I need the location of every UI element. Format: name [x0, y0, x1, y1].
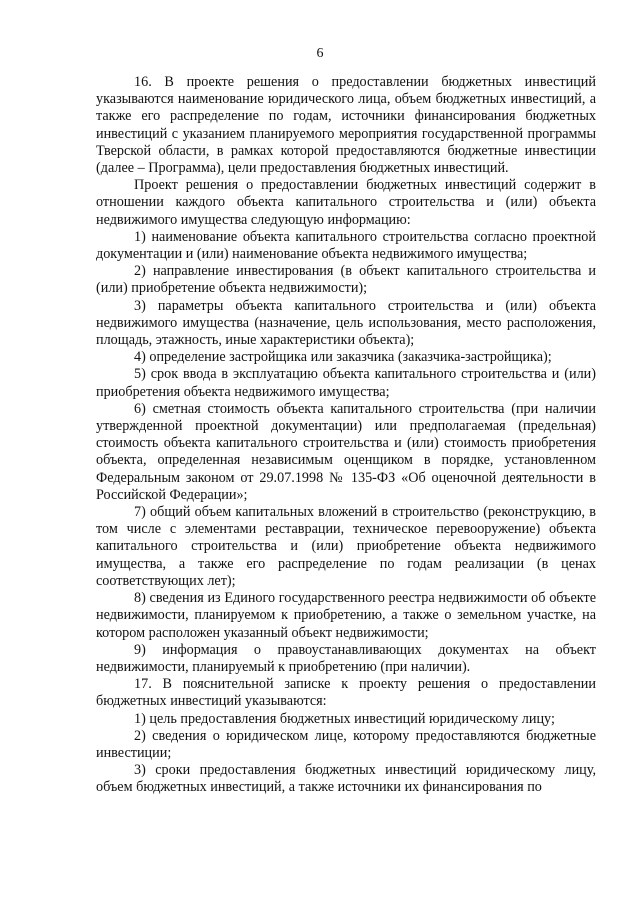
list-item-9: 9) информация о правоустанавливающих документах на объект недвижимости, планируемый к приобретению (при наличии). — [96, 641, 596, 675]
list-item-8: 8) сведения из Единого государственного реестра недвижимости об объекте недвижимости, планируемом к приобретению, а также о земельном участке, на котором расположен указанный объект недвижимости; — [96, 590, 596, 641]
list-item-4: 4) определение застройщика или заказчика (заказчика-застройщика); — [134, 349, 552, 366]
document-body — [96, 74, 596, 797]
list-item-5: 5) срок ввода в эксплуатацию объекта капитального строительства и (или) приобретения объекта недвижимого имущества; — [96, 366, 596, 400]
paragraph-item-16: 16. В проекте решения о предоставлении бюджетных инвестиций указываются наименование юридического лица, объем бюджетных инвестиций, а также его распределение по годам, источники финансирования бюджетных инвестиций с указанием планируемого мероприятия государственной программы Тверской области, в рамках которой предоставляются бюджетные инвестиции (далее – Программа), цели предоставления бюджетных инвестиций. — [96, 74, 596, 177]
list-item-7: 7) общий объем капитальных вложений в строительство (реконструкцию, в том числе с элементами реставрации, техническое перевооружение) объекта капитального строительства и (или) приобретение объекта недвижимого имущества, а также его распределение по годам реализации (в ценах соответствующих лет); — [96, 504, 596, 589]
page-number: 6 — [316, 46, 324, 61]
paragraph-item-17: 17. В пояснительной записке к проекту решения о предоставлении бюджетных инвестиций указываются: — [96, 676, 596, 710]
note-list-item-2: 2) сведения о юридическом лице, которому предоставляются бюджетные инвестиции; — [96, 727, 596, 761]
list-item-6: 6) сметная стоимость объекта капитального строительства (при наличии утвержденной проектной документации) или предполагаемая (предельная) стоимость объекта капитального строительства и (или) стоимость приобретения объекта, определенная независимым оценщиком в порядке, установленном Федеральным законом от 29.07.1998 № 135-ФЗ «Об оценочной деятельности в Российской Федерации»; — [96, 400, 596, 503]
paragraph-draft-decision-intro: Проект решения о предоставлении бюджетных инвестиций содержит в отношении каждого объекта капитального строительства и (или) объекта недвижимого имущества следующую информацию: — [96, 177, 596, 228]
note-list-item-3: 3) сроки предоставления бюджетных инвестиций юридическому лицу, объем бюджетных инвестиций, а также источники их финансирования по — [96, 762, 596, 796]
list-item-2: 2) направление инвестирования (в объект капитального строительства и (или) приобретение объекта недвижимости); — [96, 263, 596, 297]
list-item-3: 3) параметры объекта капитального строительства и (или) объекта недвижимого имущества (назначение, цель использования, место расположения, площадь, этажность, иные характеристики объекта); — [96, 297, 596, 349]
list-item-1: 1) наименование объекта капитального строительства согласно проектной документации и (или) наименование объекта недвижимого имущества; — [96, 228, 596, 263]
note-list-item-1: 1) цель предоставления бюджетных инвестиций юридическому лицу; — [134, 710, 555, 727]
